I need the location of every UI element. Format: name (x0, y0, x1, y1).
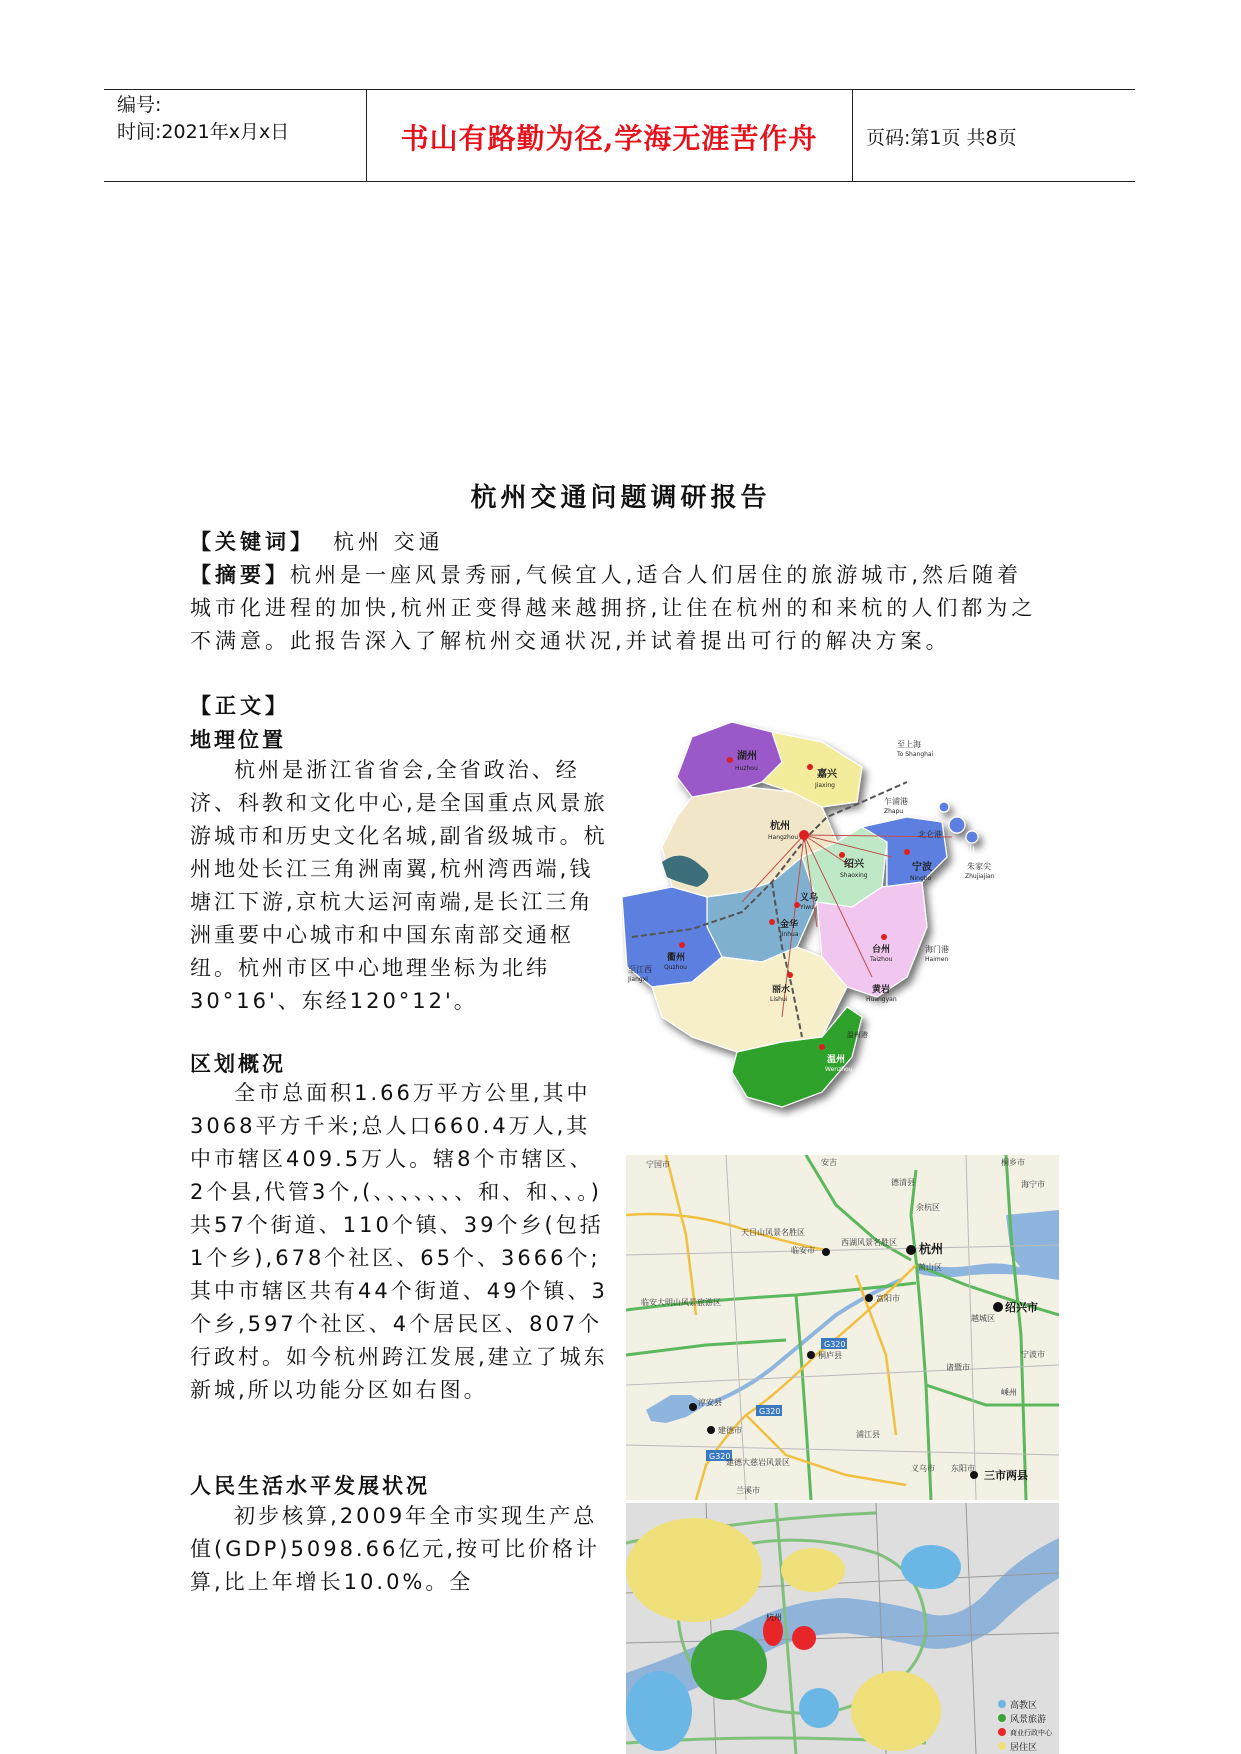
section-text-geo (190, 754, 608, 1018)
dot-linan (822, 1248, 830, 1256)
label-wenzhou-port: 温州港 (847, 1031, 868, 1039)
label-hangzhou-en: Hangzhou (768, 834, 799, 841)
zhejiang-province-map (622, 707, 1022, 1133)
label-haimen-en: Haimen (925, 956, 949, 963)
keywords (190, 526, 1040, 559)
dot-huzhou (727, 757, 733, 763)
dot-shaoxing (839, 852, 845, 858)
dot-tonglu (807, 1351, 815, 1359)
dot-hangzhou (906, 1245, 916, 1255)
label-lishui-en: Lishui (770, 996, 788, 1003)
dot-fuyang (865, 1294, 873, 1302)
g320-label-a: G320 (824, 1340, 846, 1349)
label-jiande: 建德市 (718, 1426, 742, 1435)
division-paragraph: 全市总面积1.66万平方公里,其中3068平方千米;总人口660.4万人,其中市辖区409.5万人。辖8个市辖区、2个县,代管3个,(、、、、、、、和、和、、。)共57个街道、110个镇、39个乡(包括1个乡),678个社区、65个、3666个;其中市辖区共有44个街道、49个镇、3个乡,597个社区、4个居民区、807个行政村。如今杭州跨江发展,建立了城东新城,所以功能分区如右图。 (190, 1081, 608, 1402)
label-wenzhou: 温州 (827, 1055, 846, 1065)
dot-wenzhou (819, 1044, 825, 1050)
abstract (190, 559, 1040, 658)
island-zhoushan-3 (939, 802, 949, 812)
label-xixi: 西湖风景名胜区 (841, 1238, 897, 1247)
label-jiaxing: 嘉兴 (817, 769, 837, 780)
label-jiande-scenic: 建德大慈岩风景区 (726, 1458, 790, 1467)
header-left (117, 92, 289, 146)
legend-swatch-gaojiao (998, 1700, 1006, 1708)
label-anji: 安吉 (821, 1158, 837, 1167)
dot-ningbo (904, 849, 910, 855)
dot-jinhua (769, 919, 775, 925)
label-ningguo: 宁国市 (646, 1160, 670, 1169)
dot-jiande (707, 1426, 715, 1434)
legend-swatch-shangye (998, 1728, 1006, 1736)
hangzhou-road-map (626, 1155, 1059, 1500)
label-huangyan: 黄岩 (872, 985, 891, 995)
functional-zoning-map (626, 1503, 1059, 1754)
label-hangzhou: 杭州 (919, 1242, 944, 1256)
legend-swatch-fengjing (998, 1714, 1006, 1722)
label-zhoushan: 舟山 (957, 845, 976, 855)
label-chunan: 淳安县 (698, 1398, 722, 1407)
zone-juzhu-north (626, 1518, 762, 1622)
label-jiangxi: 至江西 (628, 965, 652, 974)
zone-shangye-2 (792, 1626, 816, 1650)
label-jiaxing-en: Jiaxing (815, 782, 835, 789)
section-text-living (190, 1500, 608, 1599)
label-huzhou-en: Huzhou (735, 765, 758, 772)
label-shaoxing: 绍兴市 (1005, 1301, 1038, 1314)
section-heading-division: 区划概况 (190, 1052, 286, 1076)
label-jinhua: 金华 (780, 920, 799, 930)
zone-juzhu-south (851, 1671, 941, 1751)
dot-shaoxing (993, 1302, 1003, 1312)
island-zhoushan-2 (966, 831, 978, 843)
header-page-number: 页码:第1页 共8页 (866, 127, 1017, 149)
label-yiwu: 义乌市 (911, 1464, 935, 1473)
label-dongyang: 东阳市 (951, 1464, 975, 1473)
label-taizhou-en: Taizhou (870, 956, 893, 963)
geo-paragraph: 杭州是浙江省省会,全省政治、经济、科教和文化中心,是全国重点风景旅游城市和历史文化名城,副省级城市。杭州地处长江三角洲南翼,杭州湾西端,钱塘江下游,京杭大运河南端,是长江三角洲重要中心城市和中国东南部交通枢纽。杭州市区中心地理坐标为北纬30°16'、东经120°12'。 (190, 758, 608, 1013)
dot-lishui (787, 972, 793, 978)
section-text-division (190, 1077, 608, 1407)
label-huangyan-en: Huangyan (866, 996, 897, 1003)
label-yiwu-en: Yiwu (800, 904, 814, 911)
label-shaoxing: 绍兴 (844, 859, 864, 870)
label-yuecheng: 越城区 (971, 1314, 995, 1323)
page-title: 杭州交通问题调研报告 (470, 483, 771, 513)
label-quzhou: 衢州 (667, 953, 686, 963)
legend-fengjing: 风景旅游 (1010, 1715, 1047, 1725)
zone-fengjing (691, 1630, 767, 1700)
label-tianmu: 天目山风景名胜区 (741, 1228, 805, 1237)
label-haining: 海宁市 (1021, 1180, 1045, 1189)
label-yuhang: 余杭区 (916, 1203, 940, 1212)
label-tonglu: 桐庐县 (818, 1351, 842, 1360)
zone-gaojiao-south (626, 1671, 692, 1751)
zone-juzhu-center (781, 1548, 845, 1592)
label-deqing: 德清县 (891, 1178, 915, 1187)
g320-label-b: G320 (759, 1407, 781, 1416)
header-number: 编号: (117, 94, 162, 116)
label-zhapu-en: Zhapu (884, 808, 904, 815)
label-shengzhou: 嵊州 (1001, 1388, 1017, 1397)
label-lishui: 丽水 (772, 985, 791, 995)
label-ningbo-en: Ningbo (910, 875, 932, 882)
label-yiwu: 义乌 (800, 893, 819, 903)
label-fuyang: 富阳市 (876, 1294, 900, 1303)
header-time: 时间:2021年x月x日 (117, 121, 290, 143)
header-top-rule (104, 89, 1135, 90)
g320-label-c: G320 (709, 1452, 731, 1461)
abstract-text: 杭州是一座风景秀丽,气候宜人,适合人们居住的旅游城市,然后随着城市化进程的加快,杭州正变得越来越拥挤,让住在杭州的和来杭的人们都为之不满意。此报告深入了解杭州交通状况,并试着提出可行的解决方案。 (190, 563, 1037, 653)
label-tongxiang: 桐乡市 (1001, 1158, 1025, 1167)
label-hangzhou: 杭州 (766, 1613, 782, 1622)
label-wenzhou-en: Wenzhou (825, 1066, 853, 1073)
label-xiaoshan: 萧山区 (918, 1263, 942, 1272)
label-shaoxing-en: Shaoxing (840, 872, 868, 879)
label-jinhua-en: Jinhua (780, 931, 799, 938)
header-bottom-rule (104, 181, 1135, 182)
label-sanshi: 三市两县 (984, 1469, 1028, 1482)
zone-gaojiao-center (799, 1688, 839, 1728)
label-hangzhou: 杭州 (770, 821, 790, 832)
label-lanxi: 兰溪市 (736, 1486, 760, 1495)
island-zhoushan-1 (949, 817, 965, 833)
legend-shangye: 商业行政中心 (1010, 1729, 1052, 1737)
keywords-text: 杭州 交通 (333, 530, 444, 554)
label-linan: 临安市 (791, 1246, 815, 1255)
label-linan-scenic: 临安大明山风景旅游区 (641, 1298, 721, 1307)
label-beilun: 北仑港 (918, 830, 942, 839)
legend-gaojiao: 高教区 (1010, 1701, 1038, 1711)
label-pujiang: 浦江县 (856, 1430, 880, 1439)
label-ningbo: 宁波 (912, 862, 932, 873)
label-zhuji: 诸暨市 (946, 1363, 970, 1372)
dot-chunan (689, 1403, 697, 1411)
dot-quzhou (679, 942, 685, 948)
dot-taizhou (881, 934, 887, 940)
section-heading-living: 人民生活水平发展状况 (190, 1474, 430, 1498)
dot-hangzhou (799, 830, 809, 840)
zone-gaojiao-northeast (901, 1545, 961, 1589)
label-zhujiajian: 朱家尖 (967, 862, 991, 871)
legend-swatch-juzhu (998, 1742, 1006, 1750)
label-haimen: 海门港 (925, 945, 949, 954)
living-paragraph: 初步核算,2009年全市实现生产总值(GDP)5098.66亿元,按可比价格计算,比上年增长10.0%。全 (190, 1504, 601, 1594)
label-zhapu: 乍浦港 (884, 797, 908, 806)
label-shanghai: 至上海 (897, 740, 921, 749)
label-quzhou-en: Quzhou (664, 964, 687, 971)
body-label: 【正文】 (190, 694, 290, 718)
label-ningbo: 宁波市 (1021, 1350, 1045, 1359)
label-zhujiajian-en: Zhujiajian (965, 873, 995, 880)
keywords-label: 【关键词】 (190, 530, 315, 554)
label-taizhou: 台州 (872, 945, 891, 955)
legend-juzhu: 居住区 (1010, 1743, 1038, 1753)
header-motto: 书山有路勤为径,学海无涯苦作舟 (400, 122, 818, 155)
dot-jiaxing (807, 764, 813, 770)
header-divider-right (852, 89, 853, 182)
label-huzhou: 湖州 (737, 751, 757, 762)
label-jiangxi-en: Jiangxi (628, 976, 648, 983)
abstract-label: 【摘要】 (190, 563, 290, 587)
label-shanghai-en: To Shanghai (897, 751, 934, 758)
section-heading-geo: 地理位置 (190, 728, 286, 752)
